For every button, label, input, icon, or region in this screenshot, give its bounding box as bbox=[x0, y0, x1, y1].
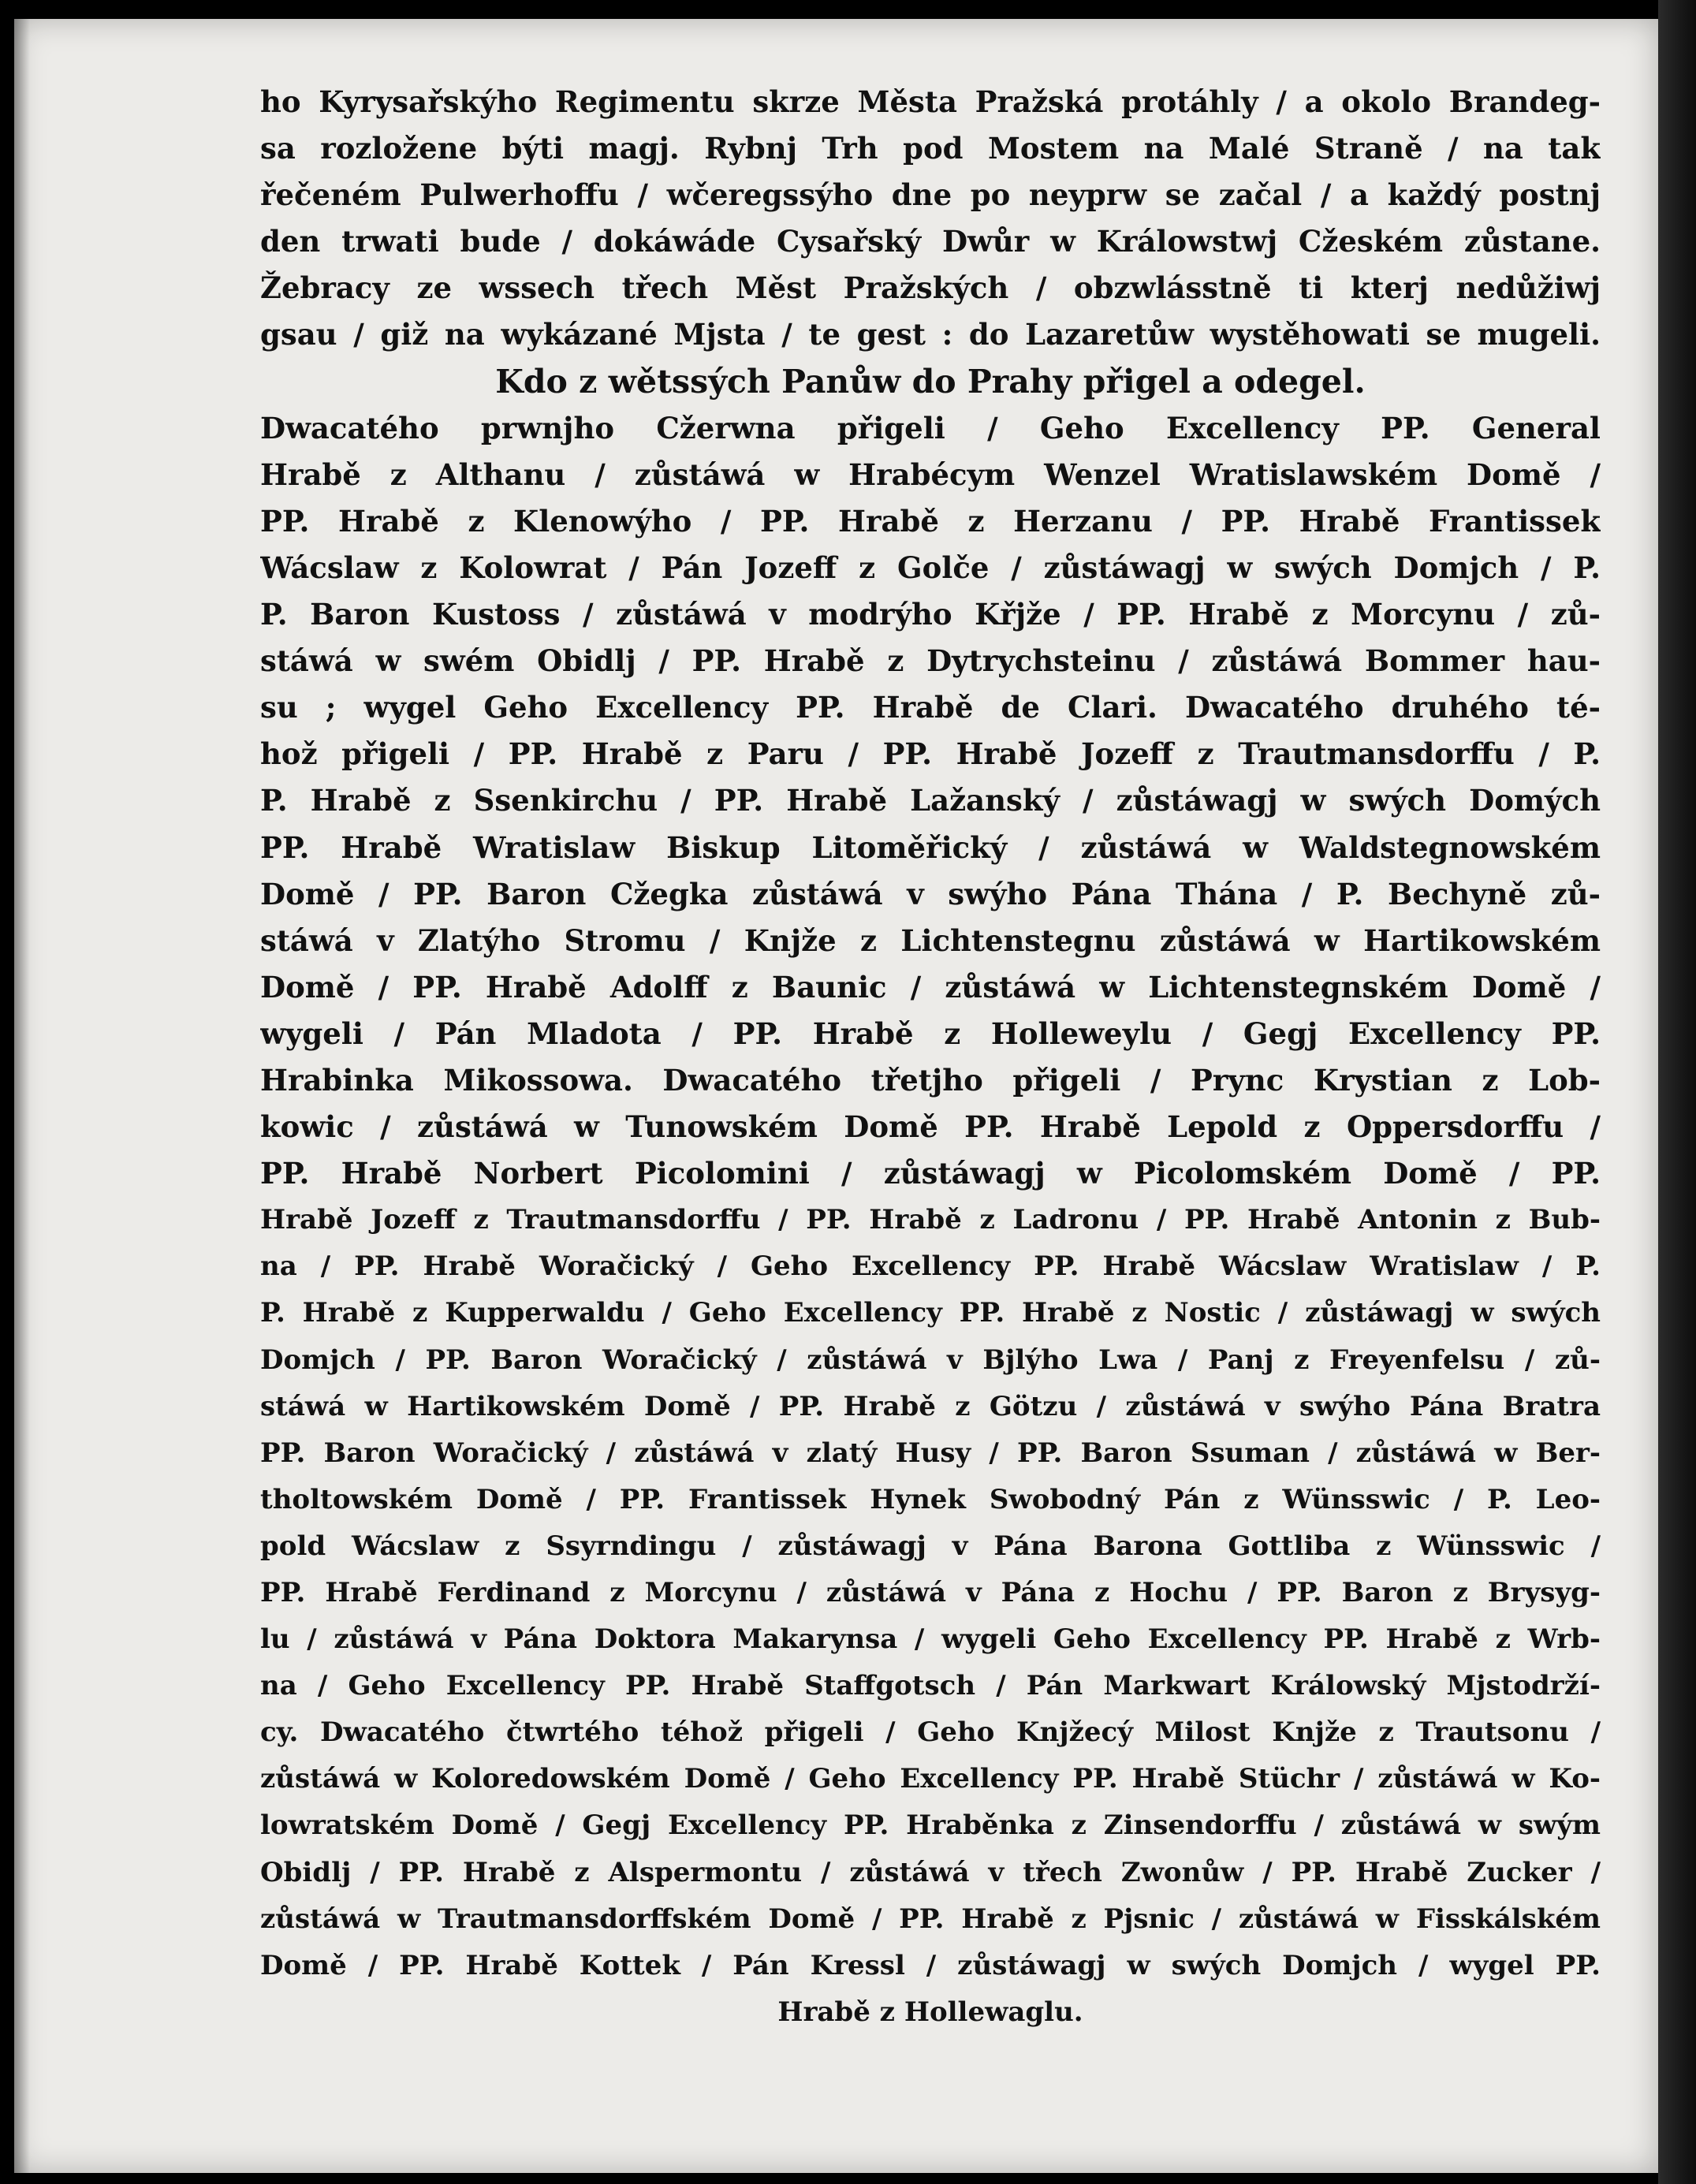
text-line: Dwacatého prwnjho Cžerwna přigeli / Geho Excellency PP. General bbox=[260, 410, 1601, 445]
text-line: PP. Hrabě Ferdinand z Morcynu / zůstáwá v Pána z Hochu / PP. Baron z Brysyg- bbox=[260, 1577, 1601, 1608]
text-line: na / Geho Excellency PP. Hrabě Staffgotsch / Pán Markwart Králowský Mjstodrží- bbox=[260, 1670, 1601, 1702]
text-line: PP. Hrabě z Klenowýho / PP. Hrabě z Herzanu / PP. Hrabě Frantissek bbox=[260, 503, 1601, 539]
text-line: lowratském Domě / Gegj Excellency PP. Hraběnka z Zinsendorffu / zůstáwá w swým bbox=[260, 1809, 1601, 1842]
text-line: P. Baron Kustoss / zůstáwá v modrýho Křjže / PP. Hrabě z Morcynu / zů- bbox=[260, 597, 1601, 632]
text-line: su ; wygel Geho Excellency PP. Hrabě de Clari. Dwacatého druhého té- bbox=[260, 690, 1601, 725]
text-line: Domjch / PP. Baron Woračický / zůstáwá v Bjlýho Lwa / Panj z Freyenfelsu / zů- bbox=[260, 1344, 1601, 1376]
text-line: PP. Hrabě Wratislaw Biskup Litoměřický / zůstáwá w Waldstegnowském bbox=[260, 829, 1601, 865]
text-line: stáwá w Hartikowském Domě / PP. Hrabě z Götzu / zůstáwá v swýho Pána Bratra bbox=[260, 1390, 1601, 1422]
text-line: hož přigeli / PP. Hrabě z Paru / PP. Hrabě Jozeff z Trautmansdorffu / P. bbox=[260, 736, 1601, 772]
text-line: Žebracy ze wssech třech Měst Pražských / obzwlásstně ti kterj nedůžiwj bbox=[260, 270, 1601, 306]
text-line: Hrabinka Mikossowa. Dwacatého třetjho přigeli / Prync Krystian z Lob- bbox=[260, 1062, 1601, 1098]
page-fold-shadow bbox=[14, 19, 30, 2173]
section-heading: Kdo z wětssých Panůw do Prahy přigel a odegel. bbox=[495, 362, 1366, 401]
book-gutter bbox=[1658, 0, 1696, 2184]
text-line: Domě / PP. Hrabě Adolff z Baunic / zůstáwá w Lichtenstegnském Domě / bbox=[260, 969, 1601, 1004]
text-line: kowic / zůstáwá w Tunowském Domě PP. Hrabě Lepold z Oppersdorffu / bbox=[260, 1109, 1601, 1145]
text-line: Hrabě Jozeff z Trautmansdorffu / PP. Hrabě z Ladronu / PP. Hrabě Antonin z Bub- bbox=[260, 1204, 1601, 1236]
text-line: P. Hrabě z Kupperwaldu / Geho Excellency PP. Hrabě z Nostic / zůstáwagj w swých bbox=[260, 1297, 1601, 1329]
text-line: Domě / PP. Hrabě Kottek / Pán Kressl / zůstáwagj w swých Domjch / wygel PP. bbox=[260, 1949, 1601, 1981]
text-line: Wácslaw z Kolowrat / Pán Jozeff z Golče / zůstáwagj w swých Domjch / P. bbox=[260, 550, 1601, 585]
text-line: PP. Hrabě Norbert Picolomini / zůstáwagj w Picolomském Domě / PP. bbox=[260, 1156, 1601, 1191]
text-line: stáwá v Zlatýho Stromu / Knjže z Lichtenstegnu zůstáwá w Hartikowském bbox=[260, 922, 1601, 958]
text-line: lu / zůstáwá v Pána Doktora Makarynsa / wygeli Geho Excellency PP. Hrabě z Wrb- bbox=[260, 1623, 1601, 1656]
text-line: řečeném Pulwerhoffu / wčeregssýho dne po neyprw se začal / a každý postnj bbox=[260, 177, 1601, 213]
text-line: den trwati bude / dokáwáde Cysařský Dwůr w Králowstwj Cžeském zůstane. bbox=[260, 224, 1601, 259]
document-body bbox=[260, 79, 1601, 2036]
text-line: na / PP. Hrabě Woračický / Geho Excellency PP. Hrabě Wácslaw Wratislaw / P. bbox=[260, 1250, 1601, 1283]
text-line: P. Hrabě z Ssenkirchu / PP. Hrabě Lažanský / zůstáwagj w swých Domých bbox=[260, 783, 1601, 818]
text-line: Obidlj / PP. Hrabě z Alspermontu / zůstáwá v třech Zwonůw / PP. Hrabě Zucker / bbox=[260, 1856, 1601, 1888]
text-line: zůstáwá w Trautmansdorffském Domě / PP. Hrabě z Pjsnic / zůstáwá w Fisskálském bbox=[260, 1903, 1601, 1935]
text-line: gsau / giž na wykázané Mjsta / te gest : do Lazaretůw wystěhowati se mugeli. bbox=[260, 317, 1601, 352]
text-line: sa rozložene býti magj. Rybnj Trh pod Mostem na Malé Straně / na tak bbox=[260, 131, 1601, 166]
text-line: ho Kyrysařskýho Regimentu skrze Města Pražská protáhly / a okolo Brandeg- bbox=[260, 84, 1601, 119]
text-line: stáwá w swém Obidlj / PP. Hrabě z Dytrychsteinu / zůstáwá Bommer hau- bbox=[260, 643, 1601, 679]
text-line: tholtowském Domě / PP. Frantissek Hynek Swobodný Pán z Wünsswic / P. Leo- bbox=[260, 1483, 1601, 1515]
text-line: PP. Baron Woračický / zůstáwá v zlatý Husy / PP. Baron Ssuman / zůstáwá w Ber- bbox=[260, 1437, 1601, 1469]
text-line: wygeli / Pán Mladota / PP. Hrabě z Holleweylu / Gegj Excellency PP. bbox=[260, 1016, 1601, 1051]
text-line: pold Wácslaw z Ssyrndingu / zůstáwagj v Pána Barona Gottliba z Wünsswic / bbox=[260, 1530, 1601, 1562]
text-line-final: Hrabě z Hollewaglu. bbox=[777, 1996, 1083, 2028]
text-line: zůstáwá w Koloredowském Domě / Geho Excellency PP. Hrabě Stüchr / zůstáwá w Ko- bbox=[260, 1763, 1601, 1795]
text-line: Hrabě z Althanu / zůstáwá w Hrabécym Wenzel Wratislawském Domě / bbox=[260, 457, 1601, 492]
text-line: Domě / PP. Baron Cžegka zůstáwá v swýho Pána Thána / P. Bechyně zů- bbox=[260, 876, 1601, 911]
text-line: cy. Dwacatého čtwrtého téhož přigeli / Geho Knjžecý Milost Knjže z Trautsonu / bbox=[260, 1716, 1601, 1749]
